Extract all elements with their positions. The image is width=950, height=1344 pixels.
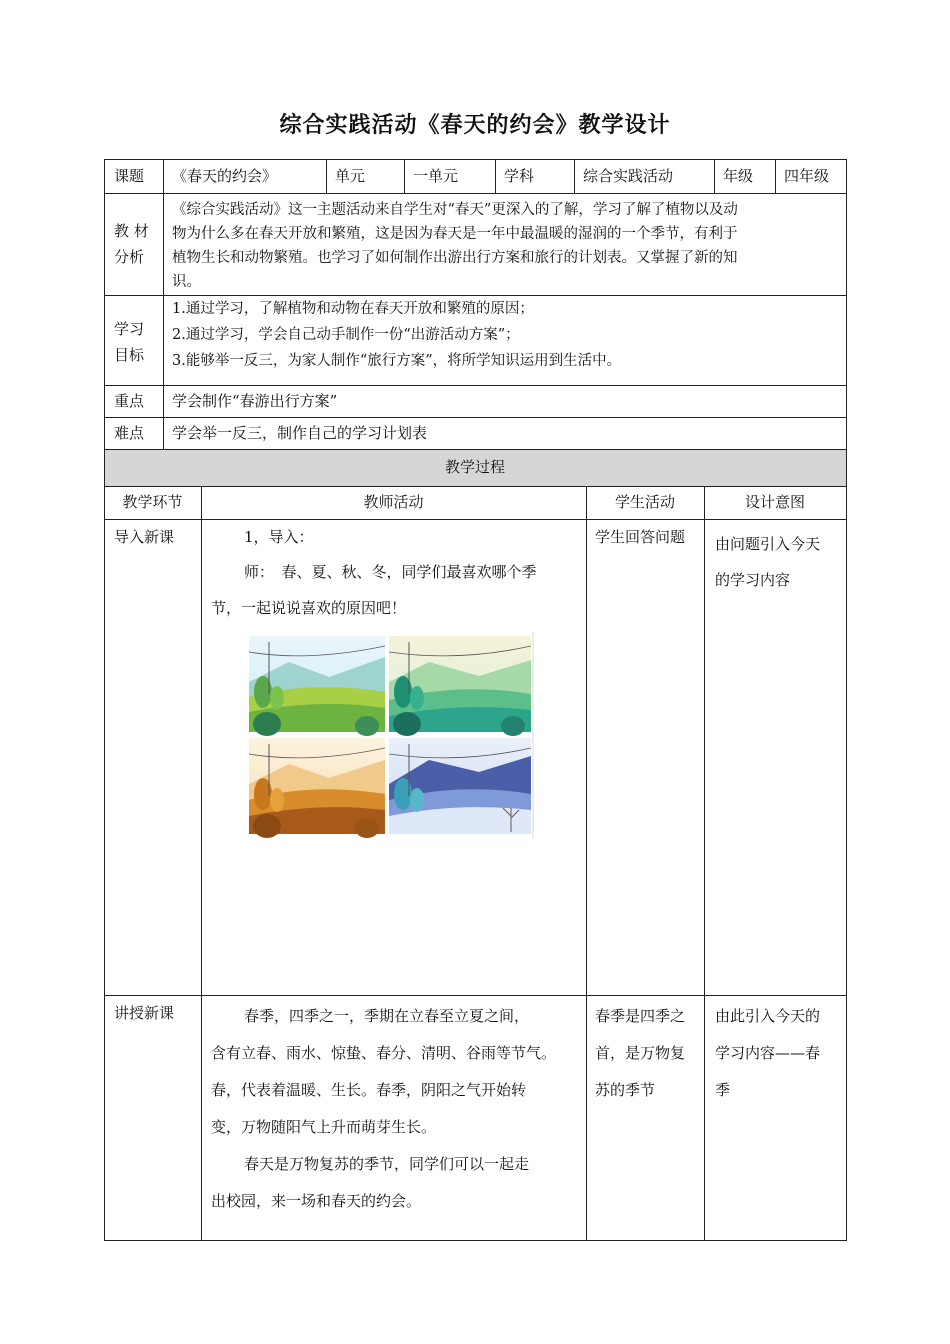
difficulty-value: 学会举一反三，制作自己的学习计划表 [172, 424, 428, 442]
process-header: 教学过程 [444, 458, 505, 476]
document-title: 综合实践活动《春天的约会》教学设计 [279, 113, 671, 138]
four-seasons-image [249, 632, 535, 838]
row1-student: 学生回答问题 [595, 528, 686, 546]
difficulty-label: 难点 [114, 424, 145, 442]
topic-label: 课题 [114, 167, 145, 185]
goals-text: 1.通过学习，了解植物和动物在春天开放和繁殖的原因； 2.通过学习，学会自己动手制作一份“出游活动方案”； 3.能够举一反三，为家人制作“旅行方案”，将所学知识运用到生活中。 [172, 301, 622, 369]
grade-label: 年级 [723, 167, 754, 185]
col-stage-header: 教学环节 [122, 493, 183, 511]
winter-panel [389, 738, 531, 834]
goals-label-1: 学习 [114, 320, 145, 338]
analysis-text: 《综合实践活动》这一主题活动来自学生对“春天”更深入的了解，学习了解了植物以及动 物为什么多在春天开放和繁殖，这是因为春天是一年中最温暖的湿润的一个季节，有利于 植物生长和动物繁殖。也学习了如何制作出游出行方案和旅行的计划表。又掌握了新的知 识。 [172, 202, 738, 290]
row1-intent: 由问题引入今天 的学习内容 [715, 535, 821, 589]
grade-value: 四年级 [784, 167, 830, 185]
row1-teacher-line-2: 师： 春、夏、秋、冬，同学们最喜欢哪个季 [244, 563, 537, 581]
subject-value: 综合实践活动 [583, 167, 674, 185]
col-teacher-header: 教师活动 [363, 493, 424, 511]
analysis-label-2: 分析 [114, 248, 145, 266]
row1-stage: 导入新课 [114, 528, 175, 546]
col-intent-header: 设计意图 [744, 493, 805, 511]
key-point-label: 重点 [114, 392, 145, 410]
row2-student: 春季是四季之 首，是万物复 苏的季节 [595, 1007, 686, 1099]
key-point-value: 学会制作“春游出行方案” [172, 392, 338, 410]
row2-teacher-text: 春季，四季之一，季期在立春至立夏之间， 含有立春、雨水、惊蛰、春分、清明、谷雨等节气。 春，代表着温暖、生长。春季，阴阳之气开始转 变，万物随阳气上升而萌芽生长。 春天是万物复苏的季节，同学们可以一起走 出校园，来一场和春天的约会。 [211, 1007, 557, 1210]
col-student-header: 学生活动 [614, 493, 675, 511]
goals-label-2: 目标 [114, 346, 145, 364]
topic-value: 《春天的约会》 [172, 167, 278, 185]
row1-teacher-line-1: 1，导入： [244, 528, 314, 546]
row1-teacher-line-3: 节，一起说说喜欢的原因吧！ [211, 599, 407, 617]
spring-panel [249, 636, 385, 736]
unit-label: 单元 [335, 167, 366, 185]
summer-panel [389, 636, 531, 736]
row2-intent: 由此引入今天的 学习内容——春 季 [715, 1007, 821, 1099]
autumn-panel [249, 738, 385, 838]
row2-stage: 讲授新课 [114, 1004, 175, 1022]
subject-label: 学科 [504, 167, 535, 185]
analysis-label-1: 教 材 [114, 222, 149, 240]
unit-value: 一单元 [413, 167, 459, 185]
